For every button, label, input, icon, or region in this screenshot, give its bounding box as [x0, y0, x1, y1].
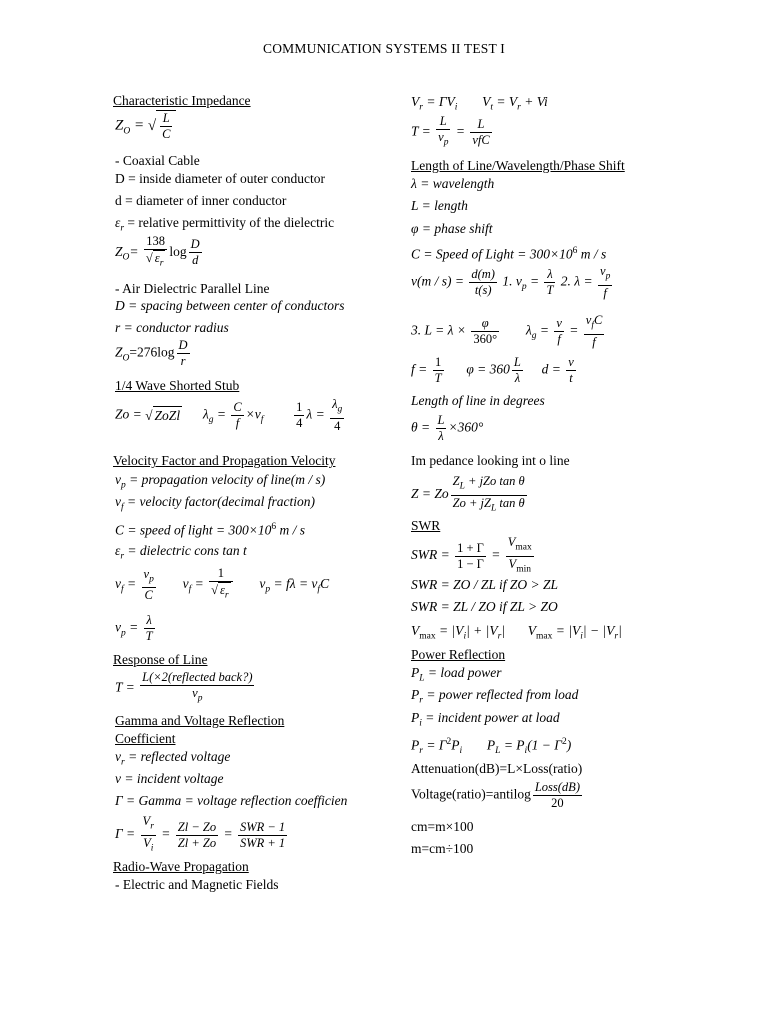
m-conversion: m=cm÷100	[411, 841, 474, 856]
epsilon-symbol: ε	[115, 215, 121, 230]
z0-subscript: O	[123, 126, 131, 137]
gamma-fraction-2: $\frac{Zl - Zo}{Zl + Zo}$	[177, 819, 217, 850]
stub-fraction	[231, 400, 243, 431]
stub-root: ZoZl	[154, 408, 181, 424]
gamma-def: Γ = Gamma = voltage reflection coefficien	[115, 793, 348, 808]
quarter-r-fraction	[330, 397, 344, 434]
gamma-fraction-3: $\frac{\text{SWR − 1}}{\text{SWR + 1}}$	[239, 819, 286, 850]
length-def: L = length	[411, 198, 468, 213]
quarter-r-num: $\lambda_g$	[330, 397, 344, 419]
air-den: r	[180, 354, 186, 368]
quarter-lambda: λ =	[306, 406, 329, 422]
impedance-fraction: $\frac{Z_L + jZo \tan \theta}{Zo + jZ_L \tan \theta}$	[452, 474, 525, 513]
formula-theta: θ = $\frac{L}{\lambda}$ ×360°	[411, 413, 484, 443]
formula-characteristic-impedance	[115, 110, 176, 142]
outer-conductor-def: D = inside diameter of outer conductor	[115, 171, 326, 186]
speed-of-light: C = Speed of Light = $300\times 10^6$ m / s	[411, 246, 607, 262]
air-num: D	[178, 338, 188, 352]
spacing-def: D = spacing between center of conductors	[115, 298, 345, 313]
z0-symbol: Z	[115, 117, 124, 134]
coax-log-num: D	[190, 237, 200, 252]
stub-times-sub: f	[260, 415, 264, 426]
air-z: Z	[115, 344, 123, 360]
formula-velocity-numbered: v(m / s) = $\frac{d(m)}{t(s)}$ 1. $v_p$ = $\frac{\lambda}{T}$ 2. λ = $\frac{v_p}{f}$	[411, 264, 611, 300]
formula-gamma: Γ = $\frac{V_r}{V_i}$ = $\frac{Zl - Zo}{Zl + Zo}$ = $\frac{\text{SWR − 1}}{\text{SWR + 1}}$	[115, 814, 289, 856]
stub-lambda-sub: g	[208, 415, 214, 426]
coax-z: Z	[115, 243, 123, 259]
quarter-num: 1	[296, 399, 303, 414]
z0-denominator: C	[162, 127, 171, 141]
air-fraction	[177, 338, 190, 369]
formula-stub	[115, 397, 346, 434]
er-def: $\varepsilon_r$ = dielectric cons tan t	[115, 543, 247, 562]
lambda-def: λ = wavelength	[411, 176, 495, 191]
heading-characteristic-impedance: Characteristic Impedance	[113, 93, 251, 108]
heading-gamma-1: Gamma and Voltage Reflection	[115, 713, 285, 728]
page-title: COMMUNICATION SYSTEMS II TEST I	[263, 41, 505, 56]
coax-denominator: √ $\varepsilon_r$	[144, 250, 168, 272]
heading-radio-wave: Radio-Wave Propagation	[113, 859, 249, 874]
quarter-r-den: 4	[334, 418, 341, 433]
formula-velocity-factor: $v_f$ = $\frac{v_p}{C}$ $v_f$ = $\frac{1}{√ \varepsilon_r}$ $v_p = f\lambda = v_fC$	[115, 566, 330, 602]
vf-def: $v_f$ = velocity factor(decimal fraction)	[115, 494, 315, 513]
response-fraction: $\frac{\text{L(×2(reflected back?)}}{v_p}$	[142, 670, 253, 704]
voltage-fraction: $\frac{\text{Loss(dB)}}{20}$	[534, 780, 580, 810]
formula-swr: SWR = $\frac{1 + \Gamma}{1 - \Gamma}$ = $\frac{V_{max}}{V_{min}}$	[411, 535, 532, 574]
air-log: =276log	[129, 344, 175, 360]
coaxial-cable-label: - Coaxial Cable	[115, 153, 200, 168]
radio-fields-label: - Electric and Magnetic Fields	[115, 877, 279, 892]
vp-def: $v_p$ = propagation velocity of line(m / s)	[115, 472, 326, 491]
length-in-degrees: Length of line in degrees	[411, 393, 545, 408]
stub-eq: =	[213, 406, 230, 422]
quarter-den: 4	[296, 415, 303, 430]
impedance-looking-into-line: Im pedance looking int o line	[411, 453, 570, 468]
inner-conductor-def: d = diameter of inner conductor	[115, 193, 287, 208]
coax-log-den: d	[192, 253, 199, 268]
pl-def: $P_L$ = load power	[411, 665, 502, 684]
pr-def: $P_r$ = power reflected from load	[411, 687, 579, 706]
formula-frequency: f = $\frac{1}{T}$ φ = 360 $\frac{L}{\lambda}$ d = $\frac{v}{t}$	[411, 355, 574, 385]
heading-length-wavelength: Length of Line/Wavelength/Phase Shift	[411, 158, 625, 173]
heading-gamma-2: Coefficient	[115, 731, 176, 746]
coax-equals: =	[129, 243, 139, 259]
heading-quarter-wave-stub: 1/4 Wave Shorted Stub	[115, 378, 240, 393]
stub-lambda: λ	[202, 406, 209, 422]
heading-power-reflection: Power Reflection	[411, 647, 506, 662]
stub-sqrt: √ ZoZl	[145, 408, 181, 424]
formula-air-impedance	[115, 338, 192, 369]
coax-den-sub: r	[159, 258, 164, 269]
quarter-fraction	[294, 400, 304, 431]
coax-z-sub: O	[122, 252, 130, 263]
vf-fraction-1: $\frac{v_p}{C}$	[143, 566, 154, 602]
formula-input-impedance: Z = Zo $\frac{Z_L + jZo \tan \theta}{Zo + jZ_L \tan \theta}$	[411, 474, 529, 516]
radius-def: r = conductor radius	[115, 320, 229, 335]
formula-t: T = $\frac{L}{v_p}$ = $\frac{L}{\text{vfC}}$	[411, 114, 490, 148]
vr-def: $v_r$ = reflected voltage	[115, 749, 231, 768]
c-def: C = speed of light = $300\times 10^6$ m / s	[115, 522, 305, 538]
cm-conversion: cm=m×100	[411, 819, 474, 834]
epsilon-subscript: r	[120, 223, 125, 234]
attenuation: Attenuation(dB)=L×Loss(ratio)	[411, 761, 583, 776]
pi-def: $P_i$ = incident power at load	[411, 710, 560, 729]
formula-vmax: $V_{max} = |V_i| + |V_r|$ $V_{max} = |V_i| - |V_r|$	[411, 623, 622, 642]
v-def: v = incident voltage	[115, 771, 224, 786]
stub-den: f	[235, 415, 240, 430]
coax-numerator: 138	[144, 234, 168, 250]
z0-numerator: L	[160, 111, 172, 127]
formula-coax-impedance	[115, 234, 204, 272]
formula-response: T = $\frac{\text{L(×2(reflected back?)}}{v_p}$	[115, 670, 256, 707]
air-z-sub: O	[122, 353, 130, 364]
formula-wavelength-numbered: 3. L = λ × $\frac{\varphi}{360^\circ}$ $\lambda_g$ = $\frac{v}{f}$ = $\frac{v_fC}{f}$	[411, 313, 603, 349]
gamma-fraction-1: $\frac{V_r}{V_i}$	[142, 814, 154, 853]
coax-den-epsilon: ε	[154, 251, 160, 265]
heading-velocity: Velocity Factor and Propagation Velocity	[113, 453, 336, 468]
stub-num: C	[233, 399, 242, 414]
stub-zo: Zo =	[115, 406, 146, 422]
z0-fraction	[160, 111, 172, 142]
coax-fraction	[144, 234, 168, 272]
phase-shift-def: φ = phase shift	[411, 221, 493, 236]
coax-log-fraction	[189, 237, 202, 268]
sqrt-sign: √ $\frac{L}{C}$	[148, 110, 177, 142]
heading-swr: SWR	[411, 518, 441, 533]
formula-power: $P_r = \Gamma^2P_i$ $P_L = P_i(1 - \Gamma^2)$	[411, 737, 572, 757]
stub-times: ×v	[245, 406, 261, 422]
air-line-label: - Air Dielectric Parallel Line	[115, 281, 270, 296]
z0-equals: =	[133, 117, 145, 134]
coax-log: log	[169, 243, 187, 259]
swr-zl-zo: SWR = ZL / ZO if ZL > ZO	[411, 599, 558, 614]
vf-fraction-2: $\frac{1}{√ \varepsilon_r}$	[209, 566, 233, 604]
formula-vp-lambda: $v_p$ = $\frac{\lambda}{T}$	[115, 613, 153, 643]
permittivity-text: = relative permittivity of the dielectric	[124, 215, 335, 230]
heading-response: Response of Line	[113, 652, 208, 667]
voltage-ratio: Voltage(ratio)=antilog $\frac{\text{Loss(dB)}}{20}$	[411, 780, 580, 810]
formula-vr-vt: $V_r = \Gamma V_i$ $V_t = V_r + Vi$	[411, 94, 548, 113]
swr-zo-zl: SWR = ZO / ZL if ZO > ZL	[411, 577, 559, 592]
